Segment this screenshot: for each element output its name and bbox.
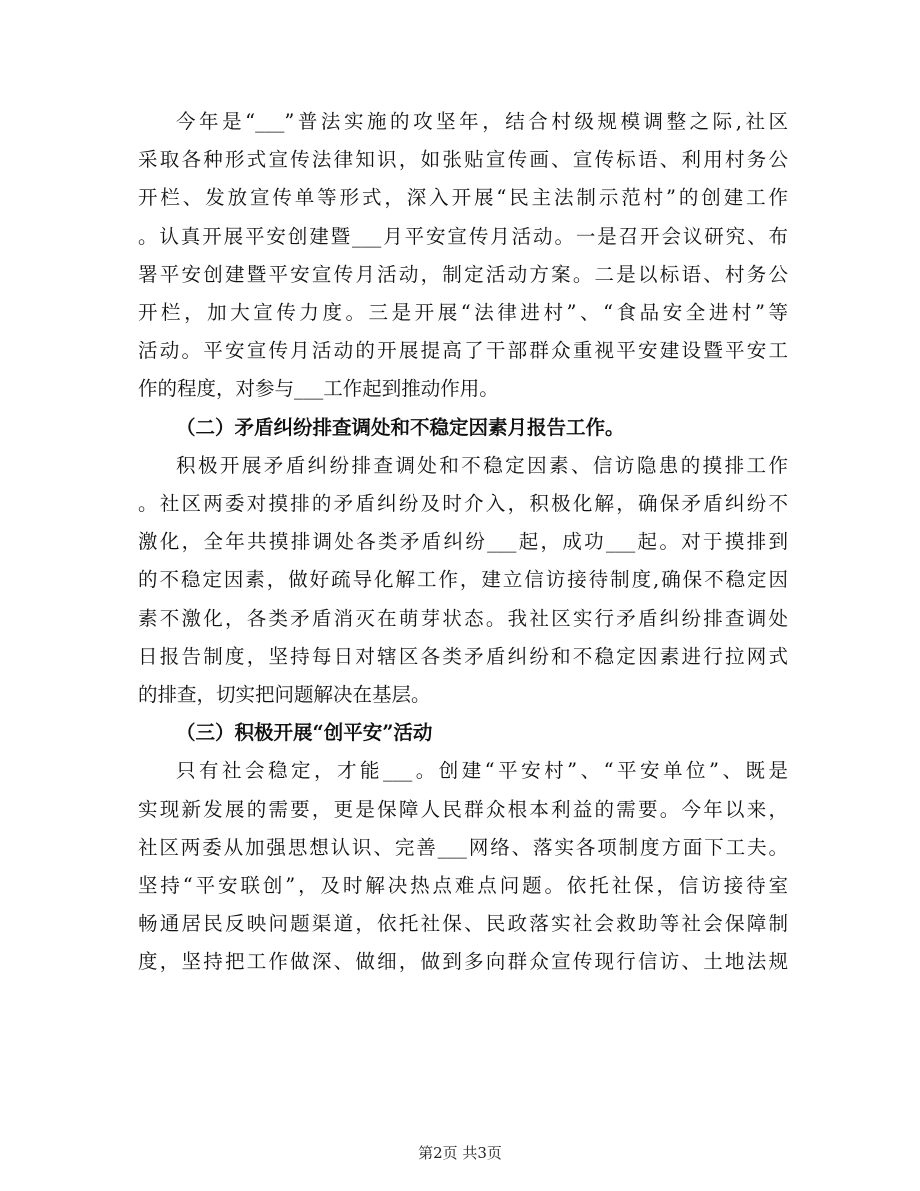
paragraph-line: 开栏，加大宣传力度。三是开展“法律进村”、“食品安全进村”等 — [138, 301, 788, 325]
paragraph-1 — [138, 103, 788, 409]
paragraph-line: 活动。平安宣传月活动的开展提高了干部群众重视平安建设暨平安工 — [138, 339, 788, 363]
paragraph-line: 实现新发展的需要，更是保障人民群众根本利益的需要。今年以来， — [138, 797, 788, 821]
paragraph-line: 的不稳定因素，做好疏导化解工作，建立信访接待制度,确保不稳定因 — [138, 568, 788, 592]
paragraph-line: 开栏、发放宣传单等形式，深入开展“民主法制示范村”的创建工作 — [138, 186, 788, 210]
paragraph-line: 坚持“平安联创”，及时解决热点难点问题。依托社保，信访接待室 — [138, 874, 788, 898]
paragraph-2 — [138, 447, 788, 714]
paragraph-line: 。认真开展平安创建暨___月平安宣传月活动。一是召开会议研究、布 — [138, 224, 788, 248]
page-number-footer: 第2页 共3页 — [418, 1144, 502, 1162]
paragraph-line: 积极开展矛盾纠纷排查调处和不稳定因素、信访隐患的摸排工作 — [176, 453, 788, 477]
paragraph-line: 作的程度，对参与___工作起到推动作用。 — [138, 377, 499, 401]
paragraph-line: 只有社会稳定，才能___。创建“平安村”、“平安单位”、既是 — [176, 759, 788, 783]
paragraph-line: 度，坚持把工作做深、做细，做到多向群众宣传现行信访、土地法规 — [138, 950, 788, 974]
paragraph-line: 今年是“___”普法实施的攻坚年，结合村级规模调整之际,社区 — [176, 110, 788, 133]
paragraph-line: 社区两委从加强思想认识、完善___网络、落实各项制度方面下工夫。 — [138, 835, 788, 859]
section-heading-2: （二）矛盾纠纷排查调处和不稳定因素月报告工作。 — [176, 415, 625, 439]
paragraph-line: 激化，全年共摸排调处各类矛盾纠纷___起，成功___起。对于摸排到 — [138, 530, 788, 554]
paragraph-line: 畅通居民反映问题渠道，依托社保、民政落实社会救助等社会保障制 — [138, 912, 788, 936]
section-heading-3: （三）积极开展“创平安”活动 — [176, 721, 433, 745]
paragraph-line: 署平安创建暨平安宣传月活动，制定活动方案。二是以标语、村务公 — [138, 262, 788, 286]
paragraph-line: 素不激化，各类矛盾消灭在萌芽状态。我社区实行矛盾纠纷排查调处 — [138, 606, 788, 630]
paragraph-line: 的排查，切实把问题解决在基层。 — [138, 683, 431, 707]
document-body — [138, 103, 788, 982]
paragraph-3 — [138, 752, 788, 981]
paragraph-line: 日报告制度，坚持每日对辖区各类矛盾纠纷和不稳定因素进行拉网式 — [138, 644, 788, 668]
paragraph-line: 采取各种形式宣传法律知识，如张贴宣传画、宣传标语、利用村务公 — [138, 148, 788, 172]
paragraph-line: 。社区两委对摸排的矛盾纠纷及时介入，积极化解，确保矛盾纠纷不 — [138, 492, 788, 516]
